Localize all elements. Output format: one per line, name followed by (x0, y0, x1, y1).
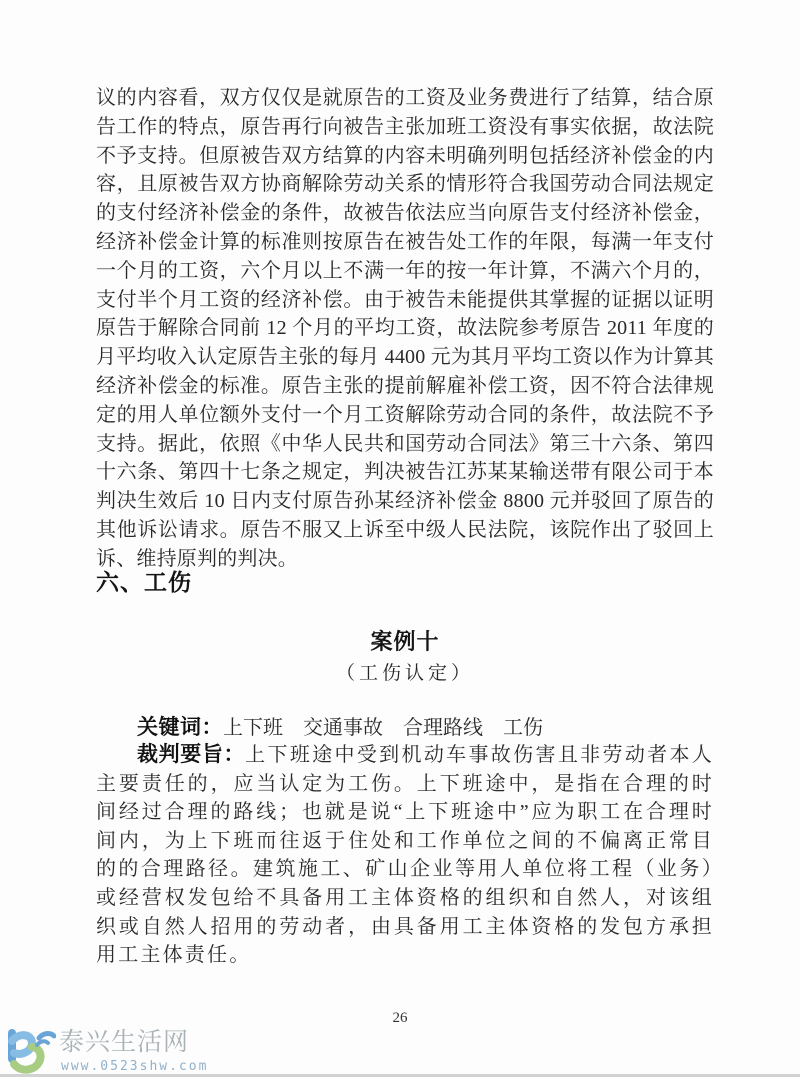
case-subtitle: （工伤认定） (335, 663, 474, 684)
keywords-line (96, 713, 714, 743)
gist-paragraph (96, 741, 714, 970)
watermark-site-url: www.0523shw.com (61, 1059, 209, 1074)
watermark-site-name: 泰兴生活网 (59, 1028, 190, 1056)
gist-label: 裁判要旨： (137, 743, 246, 766)
watermark (4, 1026, 208, 1075)
page-number: 26 (392, 1010, 408, 1026)
keywords-label: 关键词： (137, 716, 223, 739)
keywords-value: 上下班 交通事故 合理路线 工伤 (223, 717, 543, 739)
gist-text: 上下班途中受到机动车事故伤害且非劳动者本人主要责任的，应当认定为工伤。上下班途中，是指在合理的时间经过合理的路线；也就是说“上下班途中”应为职工在合理时间内，为上下班而往返于住处和工作单位之间的不偏离正常目的的合理路径。建筑施工、矿山企业等用人单位将工程（业务）或经营权发包给不具备用工主体资格的组织和自然人，对该组织或自然人招用的劳动者，由具备用工主体资格的发包方承担用工主体责任。 (96, 744, 715, 967)
page-content (96, 84, 714, 984)
section-heading-work-injury: 六、工伤 (96, 569, 192, 595)
case-title: 案例十 (370, 629, 440, 654)
site-logo-icon (4, 1026, 56, 1075)
judgment-continuation-paragraph: 议的内容看，双方仅仅是就原告的工资及业务费进行了结算，结合原告工作的特点，原告再行向被告主张加班工资没有事实依据，故法院不予支持。但原被告双方结算的内容未明确列明包括经济补偿金的内容，且原被告双方协商解除劳动关系的情形符合我国劳动合同法规定的支付经济补偿金的条件，故被告依法应当向原告支付经济补偿金，经济补偿金计算的标准则按原告在被告处工作的年限，每满一年支付一个月的工资，六个月以上不满一年的按一年计算，不满六个月的，支付半个月工资的经济补偿。由于被告未能提供其掌握的证据以证明原告于解除合同前 12 个月的平均工资，故法院参考原告 2011 年度的月平均收入认定原告主张的每月 4400 元为其月平均工资以作为计算其经济补偿金的标准。原告主张的提前解雇补偿工资，因不符合法律规定的用人单位额外支付一个月工资解除劳动合同的条件，故法院不予支持。据此，依照《中华人民共和国劳动合同法》第三十六条、第四十六条、第四十七条之规定，判决被告江苏某某输送带有限公司于本判决生效后 10 日内支付原告孙某经济补偿金 8800 元并驳回了原告的其他诉讼请求。原告不服又上诉至中级人民法院，该院作出了驳回上诉、维持原判的判决。 (96, 87, 714, 570)
watermark-text (59, 1026, 208, 1074)
